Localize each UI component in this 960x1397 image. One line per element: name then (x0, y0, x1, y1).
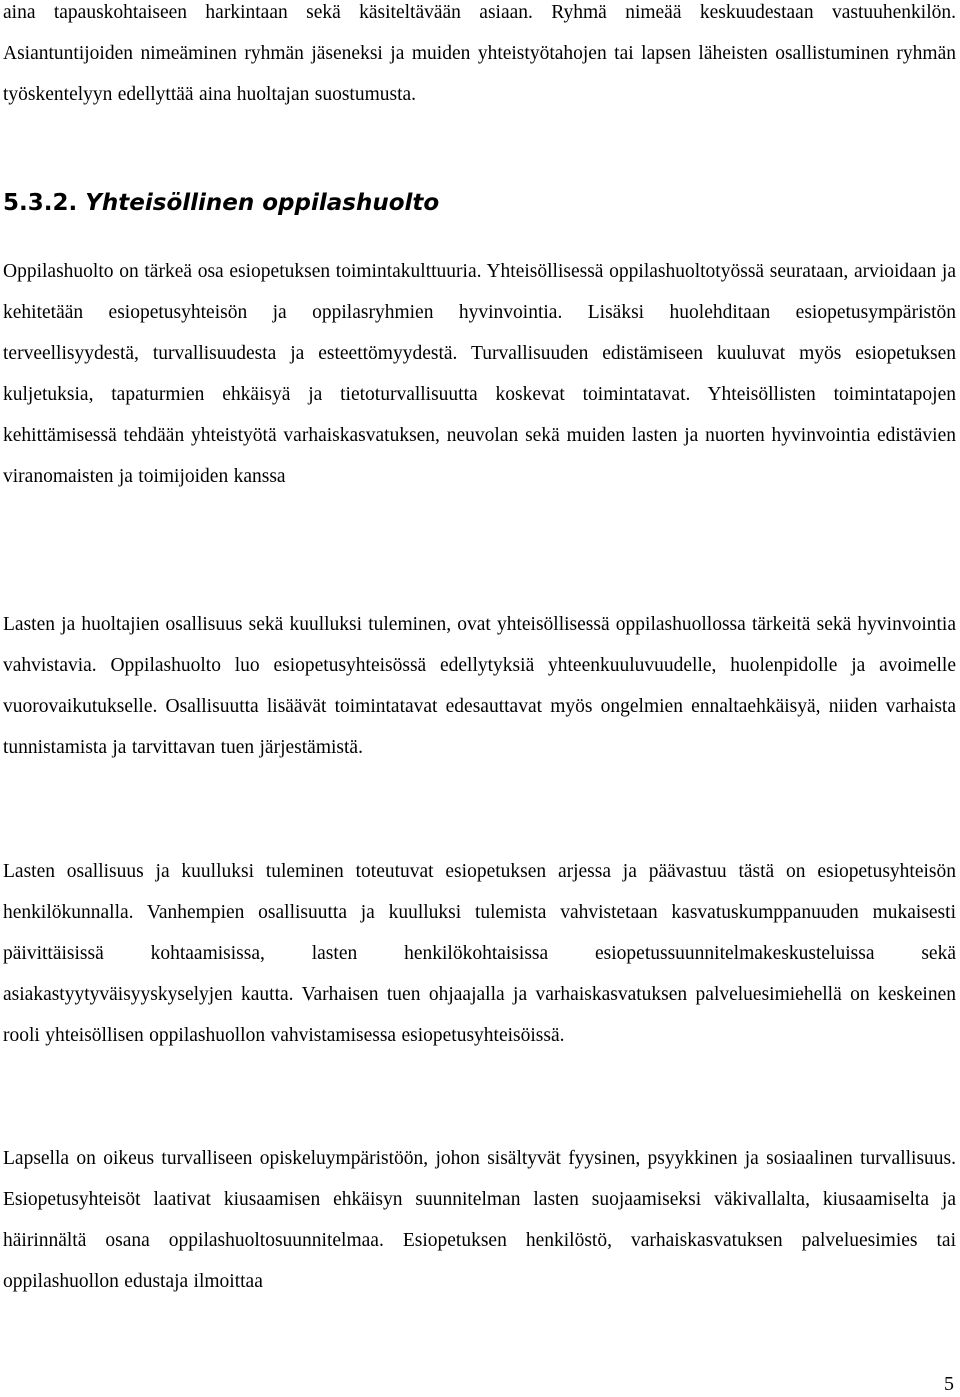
section-heading (3, 183, 439, 223)
section-number: 5.3.2. (3, 190, 78, 216)
page-number: 5 (944, 1373, 954, 1395)
paragraph-children-participation: Lasten osallisuus ja kuulluksi tuleminen toteutuvat esiopetuksen arjessa ja päävastuu tästä on esiopetusyhteisön henkilökunnalla. Vanhempien osallisuutta ja kuulluksi tulemista vahvistetaan kasvatuskumppanuuden mukaisesti päivittäisissä kohtaamisissa, lasten henkilökohtaisissa esiopetussuunnitelmakeskusteluissa sekä asiakastyytyväisyyskyselyjen kautta. Varhaisen tuen ohjaajalla ja varhaiskasvatuksen palveluesimiehellä on keskeinen rooli yhteisöllisen oppilashuollon vahvistamisessa esiopetusyhteisöissä. (3, 861, 956, 1046)
section-title: Yhteisöllinen oppilashuolto (85, 190, 440, 216)
paragraph-community-student-welfare: Oppilashuolto on tärkeä osa esiopetuksen toimintakulttuuria. Yhteisöllisessä oppilashuoltotyössä seurataan, arvioidaan ja kehitetään esiopetusyhteisön ja oppilasryhmien hyvinvointia. Lisäksi huolehditaan esiopetusympäristön terveellisyydestä, turvallisuudesta ja esteettömyydestä. Turvallisuuden edistämiseen kuuluvat myös esiopetuksen kuljetuksia, tapaturmien ehkäisyä ja tietoturvallisuutta koskevat toimintatavat. Yhteisöllisten toimintatapojen kehittämisessä tehdään yhteistyötä varhaiskasvatuksen, neuvolan sekä muiden lasten ja nuorten hyvinvointia edistävien viranomaisten ja toimijoiden kanssa (3, 261, 956, 487)
paragraph-participation: Lasten ja huoltajien osallisuus sekä kuulluksi tuleminen, ovat yhteisöllisessä oppilashuollossa tärkeitä sekä hyvinvointia vahvistavia. Oppilashuolto luo esiopetusyhteisössä edellytyksiä yhteenkuuluvuudelle, huolenpidolle ja avoimelle vuorovaikutukselle. Osallisuutta lisäävät toimintatavat edesauttavat myös ongelmien ennaltaehkäisyä, niiden varhaista tunnistamista ja tarvittavan tuen järjestämistä. (3, 614, 956, 758)
intro-paragraph: aina tapauskohtaiseen harkintaan sekä käsiteltävään asiaan. Ryhmä nimeää keskuudestaan vastuuhenkilön. Asiantuntijoiden nimeäminen ryhmän jäseneksi ja muiden yhteistyötahojen tai lapsen läheisten osallistuminen ryhmän työskentelyyn edellyttää aina huoltajan suostumusta. (3, 2, 956, 105)
paragraph-safe-environment: Lapsella on oikeus turvalliseen opiskeluympäristöön, johon sisältyvät fyysinen, psyykkinen ja sosiaalinen turvallisuus. Esiopetusyhteisöt laativat kiusaamisen ehkäisyn suunnitelman lasten suojaamiseksi väkivallalta, kiusaamiselta ja häirinnältä osana oppilashuoltosuunnitelmaa. Esiopetuksen henkilöstö, varhaiskasvatuksen palveluesimies tai oppilashuollon edustaja ilmoittaa (3, 1148, 956, 1292)
